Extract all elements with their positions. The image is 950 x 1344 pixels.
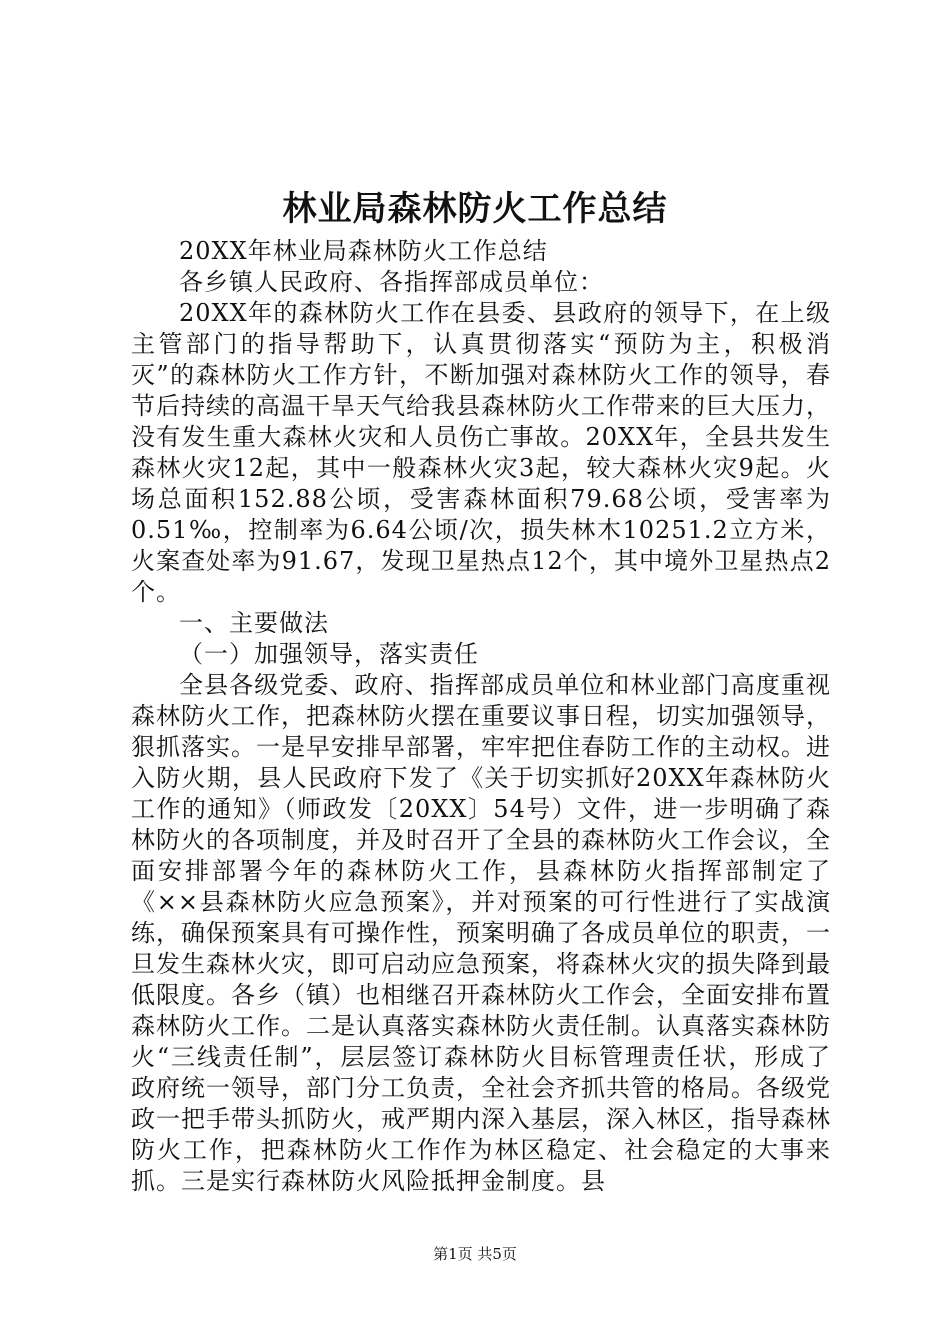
paragraph-salutation: 各乡镇人民政府、各指挥部成员单位： [179, 268, 604, 296]
document-title: 林业局森林防火工作总结 [282, 189, 668, 229]
subsection-heading: （一）加强领导，落实责任 [179, 640, 479, 668]
page-footer: 第1页 共5页 [433, 1245, 517, 1263]
document-body [131, 236, 831, 1197]
section-heading: 一、主要做法 [179, 609, 329, 637]
paragraph-leadership: 全县各级党委、政府、指挥部成员单位和林业部门高度重视森林防火工作，把森林防火摆在重要议事日程，切实加强领导，狠抓落实。一是早安排早部署，牢牢把住春防工作的主动权。进入防火期，县人民政府下发了《关于切实抓好20XX年森林防火工作的通知》（师政发〔20XX〕54号）文件，进一步明确了森林防火的各项制度，并及时召开了全县的森林防火工作会议，全面安排部署今年的森林防火工作，县森林防火指挥部制定了《××县森林防火应急预案》，并对预案的可行性进行了实战演练，确保预案具有可操作性，预案明确了各成员单位的职责，一旦发生森林火灾，即可启动应急预案，将森林火灾的损失降到最低限度。各乡（镇）也相继召开森林防火工作会，全面安排布置森林防火工作。二是认真落实森林防火责任制。认真落实森林防火“三线责任制”，层层签订森林防火目标管理责任状，形成了政府统一领导，部门分工负责，全社会齐抓共管的格局。各级党政一把手带头抓防火，戒严期内深入基层，深入林区，指导森林防火工作，把森林防火工作作为林区稳定、社会稳定的大事来抓。三是实行森林防火风险抵押金制度。县 [131, 671, 831, 1195]
paragraph-overview: 20XX年的森林防火工作在县委、县政府的领导下，在上级主管部门的指导帮助下，认真贯彻落实“预防为主，积极消灭”的森林防火工作方针，不断加强对森林防火工作的领导，春节后持续的高温干旱天气给我县森林防火工作带来的巨大压力，没有发生重大森林火灾和人员伤亡事故。20XX年，全县共发生森林火灾12起，其中一般森林火灾3起，较大森林火灾9起。火场总面积152.88公顷，受害森林面积79.68公顷，受害率为0.51‰，控制率为6.64公顷/次，损失林木10251.2立方米，火案查处率为91.67，发现卫星热点12个，其中境外卫星热点2个。 [131, 299, 831, 606]
paragraph-subtitle: 20XX年林业局森林防火工作总结 [179, 237, 548, 265]
